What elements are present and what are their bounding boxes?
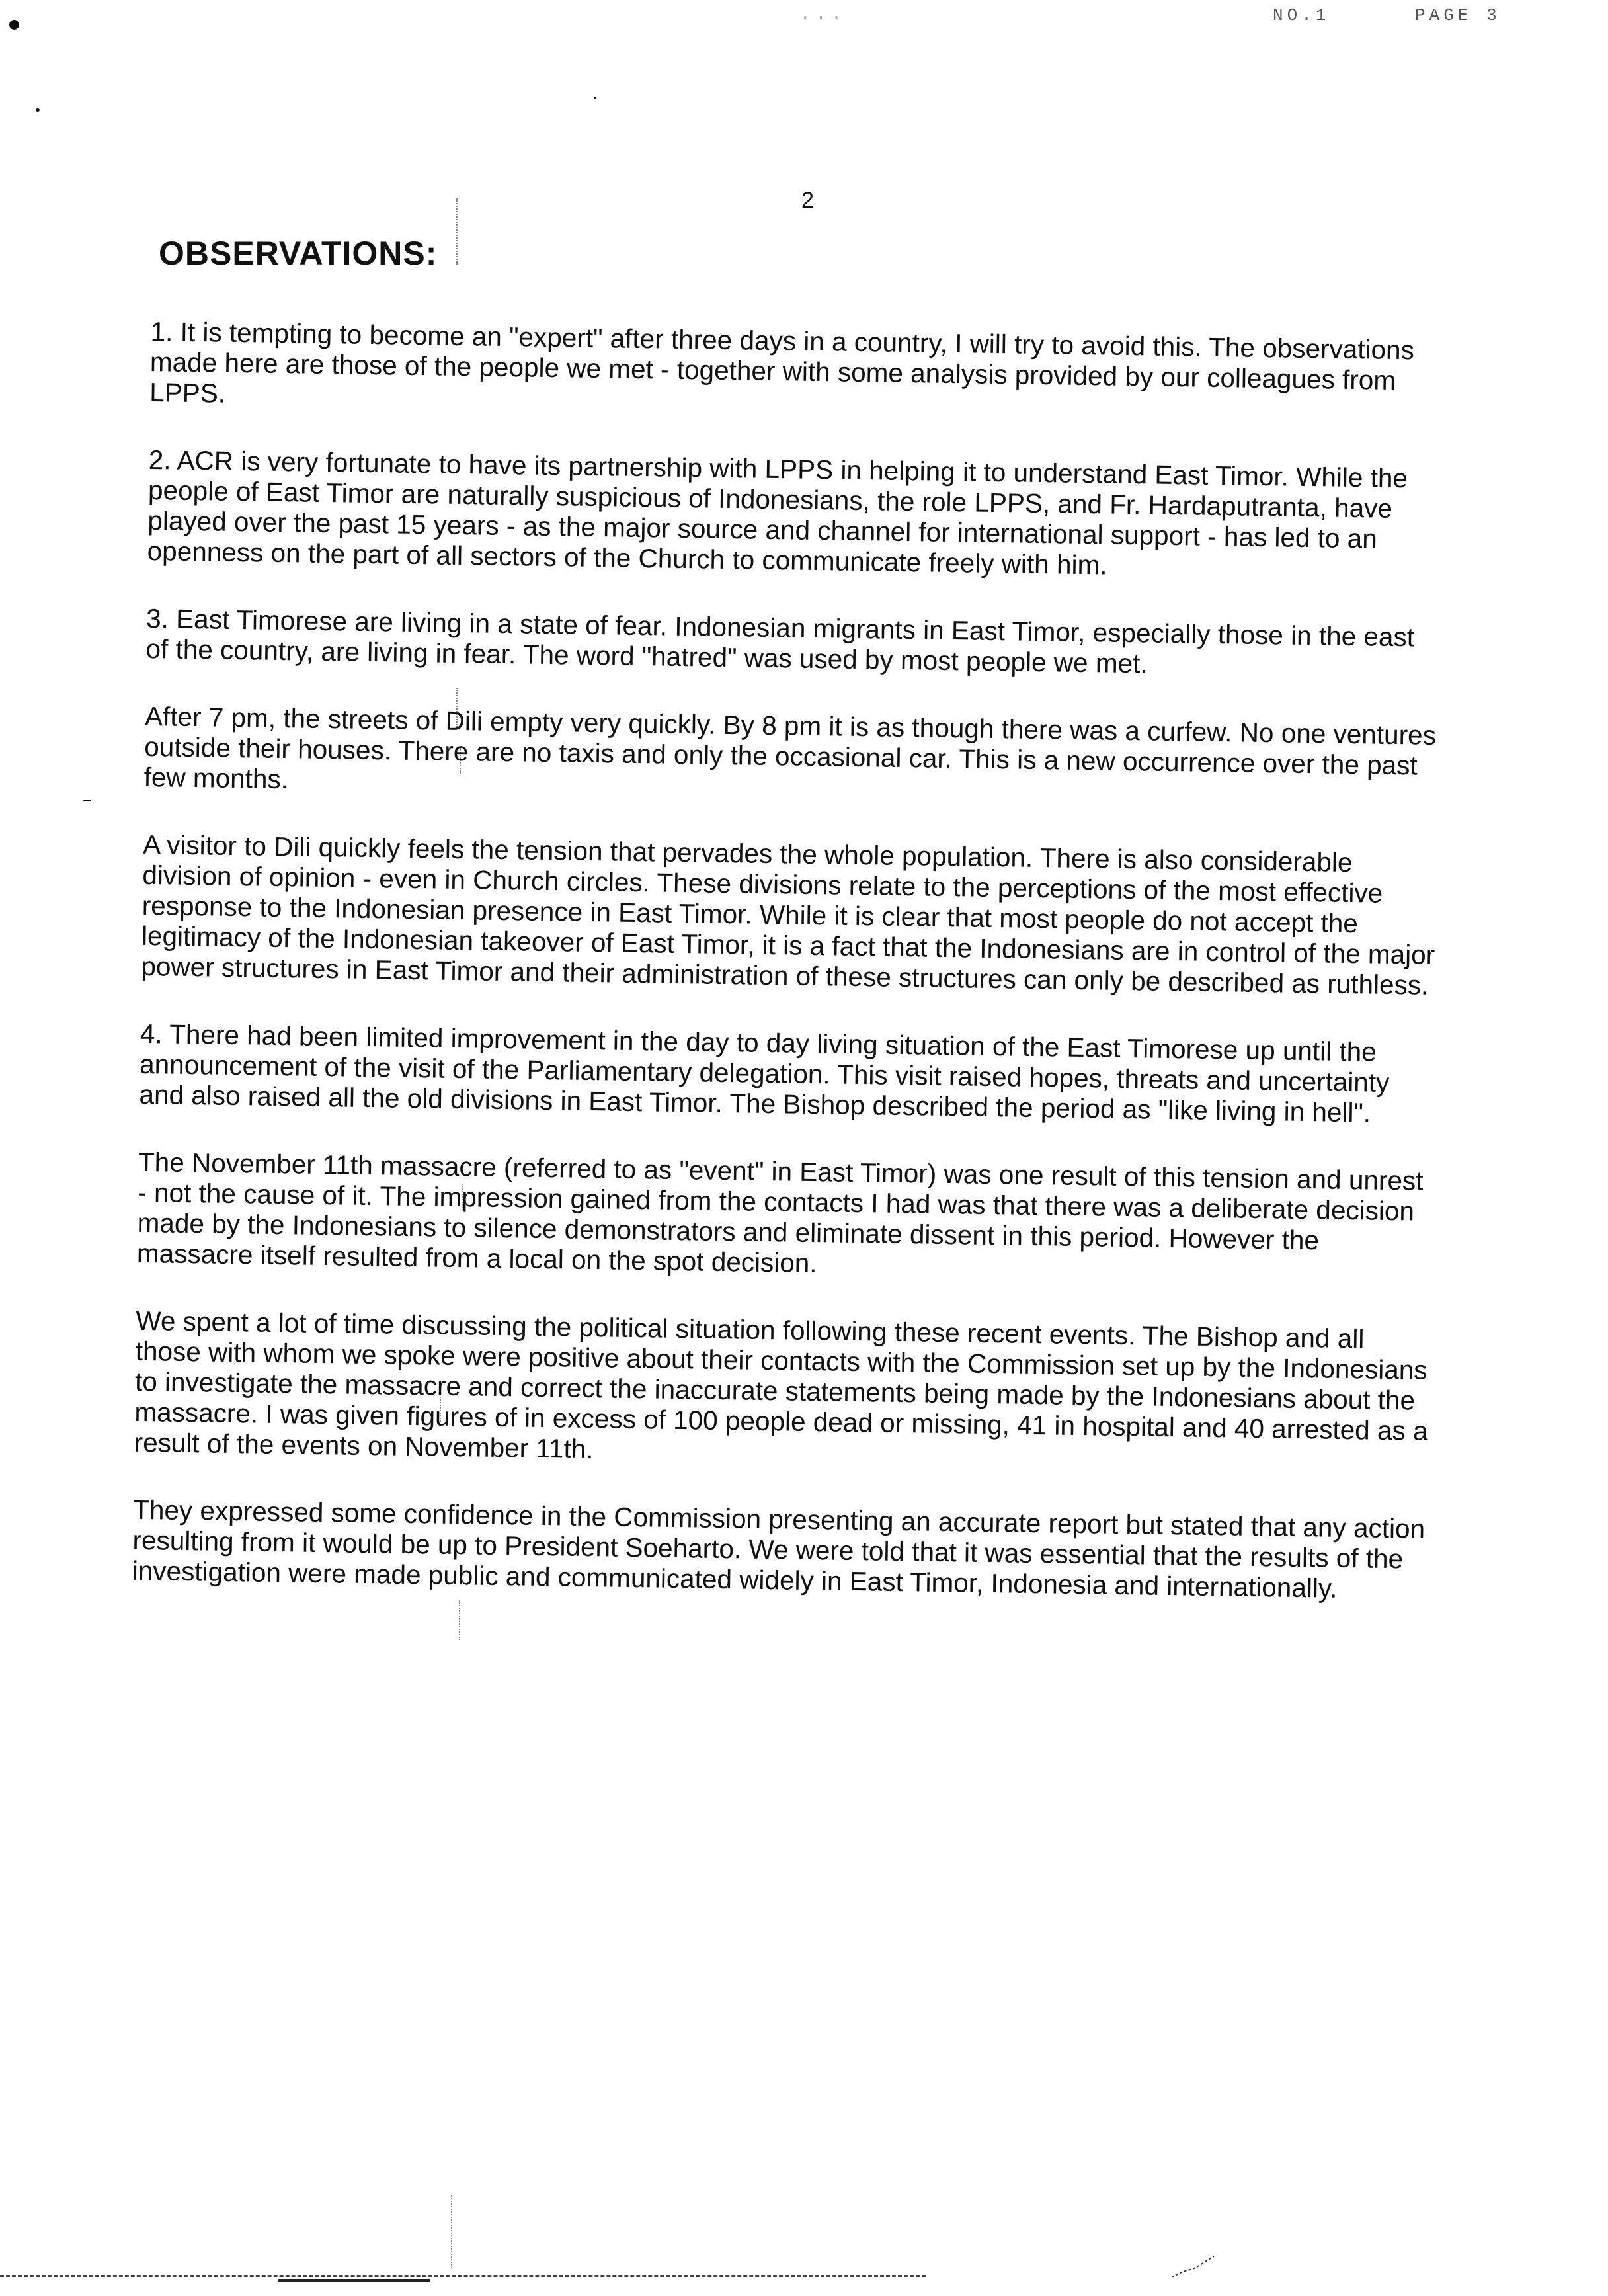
paragraph: 1. It is tempting to become an "expert" after three days in a country, I will try to avoid this. The observations made here are those of the people we met - together with some analysis provided by our colleagues from LPPS. bbox=[149, 316, 1415, 409]
section-heading: OBSERVATIONS: bbox=[159, 235, 438, 272]
scan-artifact-line bbox=[456, 198, 458, 265]
fax-page: PAGE 3 bbox=[1415, 5, 1501, 25]
paragraph: We spent a lot of time discussing the political situation following these recent events. The Bishop and all those with whom we spoke were positive about their contacts with the Commission set up by the Indonesians to investigate the massacre and correct the inaccurate statements being made by the Indonesians about the massacre. I was given figures of in excess of 100 people dead or missing, 41 in hospital and 40 arrested as a result of the events on November 11th. bbox=[134, 1305, 1428, 1465]
scan-artifact-line bbox=[451, 2195, 452, 2268]
paragraph: 4. There had been limited improvement in the day to day living situation of the East Timorese up until the announcement of the visit of the Parliamentary delegation. This visit raised hopes, threats and uncertainty and also raised all the old divisions in East Timor. The Bishop described the period as "like living in hell". bbox=[139, 1018, 1390, 1128]
paragraph: 3. East Timorese are living in a state of fear. Indonesian migrants in East Timor, especially those in the east of the country, are living in fear. The word "hatred" was used by most people we met. bbox=[145, 602, 1415, 679]
scan-speck bbox=[36, 108, 40, 112]
scan-speck bbox=[9, 20, 19, 30]
scan-mark bbox=[1170, 2254, 1217, 2280]
paragraph: They expressed some confidence in the Commission presenting an accurate report but stated that any action resulting from it would be up to President Soeharto. We were told that it was essential that the results of the investigation were made public and communicated widely in East Timor, Indonesia and internationally. bbox=[132, 1494, 1426, 1604]
scan-speck bbox=[83, 800, 91, 801]
fax-bottom-edge bbox=[278, 2279, 430, 2282]
fax-bottom-edge bbox=[0, 2275, 926, 2277]
paragraph: The November 11th massacre (referred to as "event" in East Timor) was one result of this tension and unrest - not the cause of it. The impression gained from the contacts I had was that there was a deliberate decision made by the Indonesians to silence demonstrators and eliminate dissent in this period. However the massacre itself resulted from a local on the spot decision. bbox=[136, 1146, 1424, 1279]
fax-sender-id: ... bbox=[800, 4, 847, 24]
paragraph: A visitor to Dili quickly feels the tension that pervades the whole population. There is also considerable division of opinion - even in Church circles. These divisions relate to the perceptions of the most effective response to the Indonesian presence in East Timor. While it is clear that most people do not accept the legitimacy of the Indonesian takeover of East Timor, it is a fact that the Indonesians are in control of the major power structures in East Timor and their administration of these structures can only be described as ruthless. bbox=[141, 829, 1435, 1001]
paragraph: After 7 pm, the streets of Dili empty very quickly. By 8 pm it is as though there was a curfew. No one ventures outside their houses. There are no taxis and only the occasional car. This is a new occurrence over the past few months. bbox=[143, 700, 1437, 795]
fax-header bbox=[0, 4, 1608, 30]
paragraph: 2. ACR is very fortunate to have its partnership with LPPS in helping it to understand East Timor. While the people of East Timor are naturally suspicious of Indonesians, the role LPPS, and Fr. Hardaputranta, have played over the past 15 years - as the major source and channel for international support - has led to an openness on the part of all sectors of the Church to communicate freely with him. bbox=[147, 444, 1408, 581]
fax-number: NO.1 bbox=[1273, 5, 1330, 25]
scan-speck bbox=[594, 97, 596, 99]
body-text bbox=[132, 316, 1447, 1642]
page-number: 2 bbox=[801, 188, 814, 213]
